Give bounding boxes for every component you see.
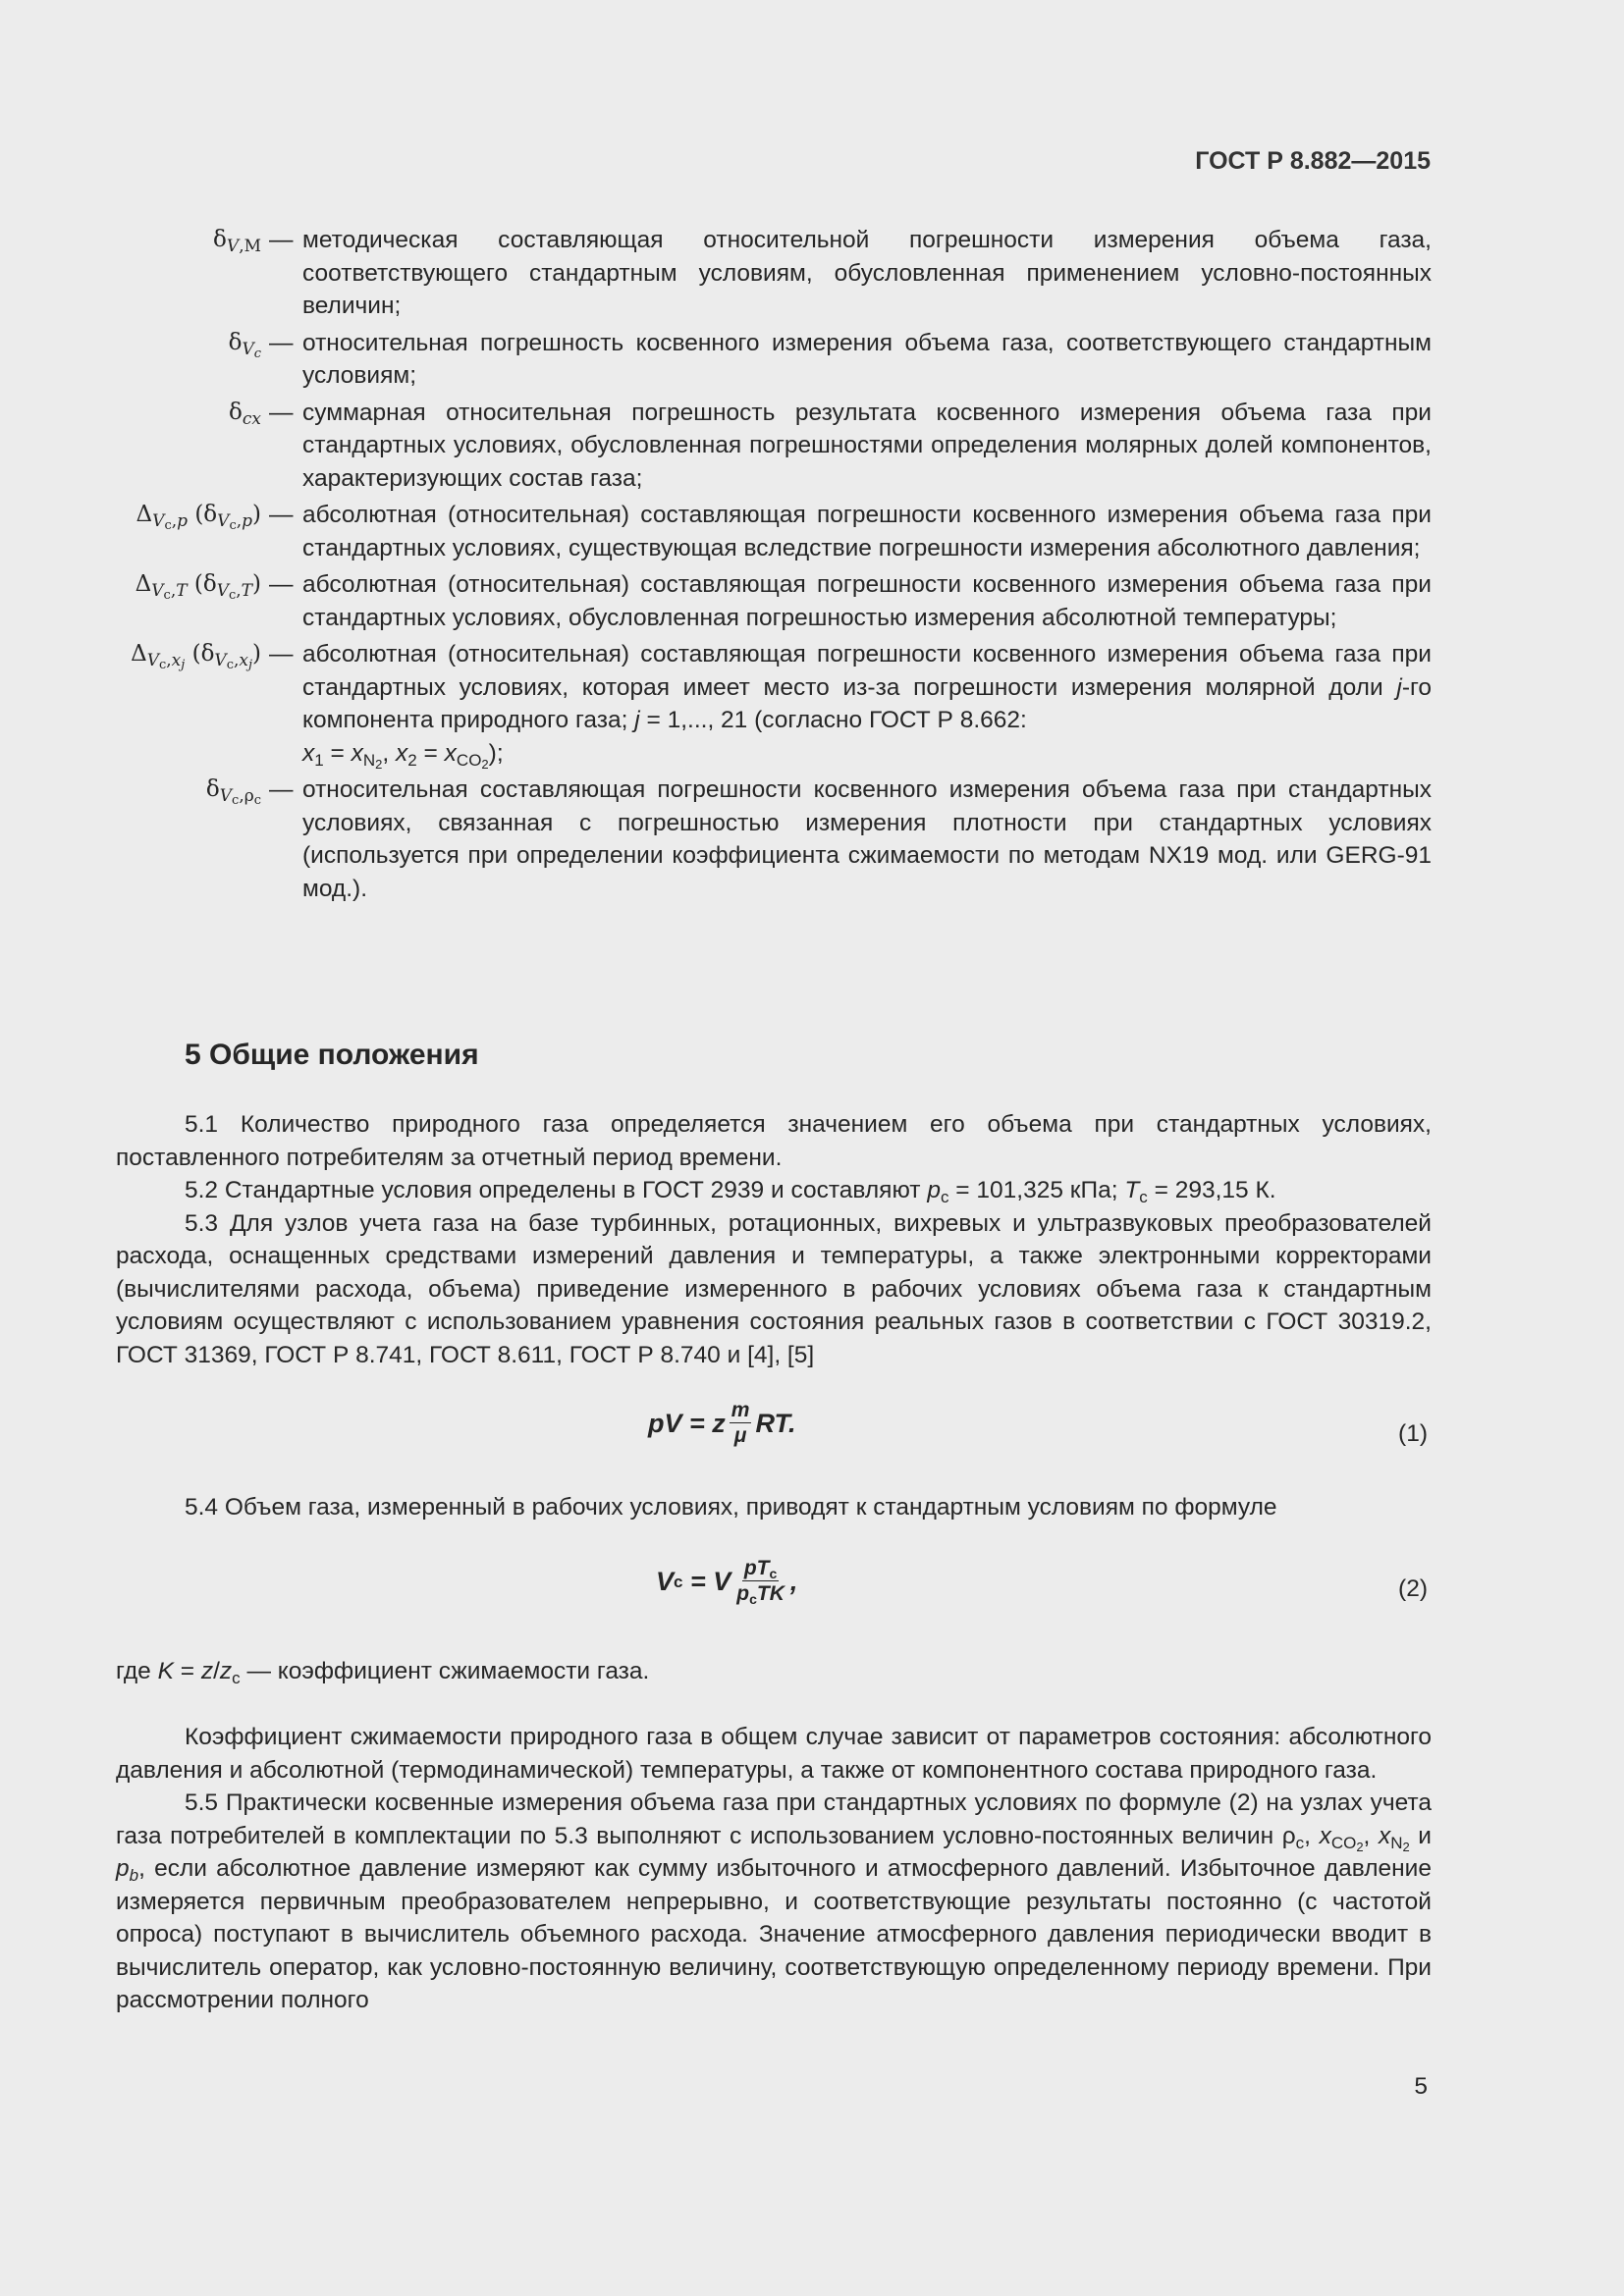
paragraph-5-4-block bbox=[116, 1491, 1432, 1524]
definition-item: $\Delta_{V_с,x_j}$ $(\delta_{V_с,x_j})$ — абсолютная (относительная) составляющая погрешности косвенного измерения объема газа при стандартных условиях, которая имеет место из-за погрешности измерения молярной доли j-го компонента природного газа; j = 1,..., 21 (согласно ГОСТ Р 8.662: $x_1 = x_{N_2}$, $x_2 = x_{CO_2}$); bbox=[116, 638, 1432, 770]
definition-item: $\delta_{V_с,\rho_с}$ — относительная составляющая погрешности косвенного измерения объема газа при стандартных условиях, связанная с погрешностью измерения плотности при стандартных условиях (используется при определении коэффициента сжимаемости по методам NX19 мод. или GERG-91 мод.). bbox=[116, 774, 1432, 905]
equation-2: V c = V $\frac{pT_c}{p_cTK}$ , bbox=[656, 1557, 798, 1607]
standard-code: ГОСТ Р 8.882—2015 bbox=[1195, 147, 1431, 175]
paragraph-5-5: 5.5 Практически косвенные измерения объема газа при стандартных условиях по формуле (2) на узлах учета газа потребителей в комплектации по 5.3 выполняют с использованием условно-постоянных величин $\rho_с$, $x_{CO_2}$, $x_{N_2}$ и $p_b$, если абсолютное давление измеряют как сумму избыточного и атмосферного давлений. Избыточное давление измеряется первичным преобразователем непрерывно, и соответствующие результаты постоянно (с частотой опроса) поступают в вычислитель объемного расхода. Значение атмосферного давления периодически вводит в вычислитель оператор, как условно-постоянную величину, соответствующую определенному периоду времени. При рассмотрении полного bbox=[116, 1789, 1432, 2013]
symbol: $\Delta_{V_с,p}$ $(\delta_{V_с,p})$ bbox=[135, 502, 261, 533]
equation-1-number: (1) bbox=[1398, 1420, 1428, 1447]
definition-item: $\Delta_{V_с,p}$ $(\delta_{V_с,p})$ — абсолютная (относительная) составляющая погрешности косвенного измерения объема газа при стандартных условиях, существующая вследствие погрешности измерения абсолютного давления; bbox=[116, 499, 1432, 564]
section-title: 5 Общие положения bbox=[185, 1039, 479, 1071]
symbol: $\Delta_{V_с,T}$ $(\delta_{V_с,T})$ bbox=[135, 571, 261, 603]
paragraph-5-1: 5.1 Количество природного газа определяется значением его объема при стандартных условиях, поставленного потребителям за отчетный период времени. bbox=[116, 1111, 1432, 1171]
definition-item: $\Delta_{V_с,T}$ $(\delta_{V_с,T})$ — абсолютная (относительная) составляющая погрешности косвенного измерения объема газа при стандартных условиях, обусловленная погрешностью измерения абсолютной температуры; bbox=[116, 568, 1432, 634]
symbol: $\delta_{V_c}$ bbox=[228, 329, 261, 361]
symbol: $\Delta_{V_с,x_j}$ $(\delta_{V_с,x_j})$ bbox=[131, 641, 261, 672]
symbol: $\delta_{cx}$ bbox=[229, 399, 261, 429]
paragraphs-block-2 bbox=[116, 1721, 1432, 2017]
definitions-list bbox=[116, 224, 1432, 909]
definition-item: $\delta_{V,М}$ — методическая составляющая относительной погрешности измерения объема газа, соответствующего стандартным условиям, обусловленная применением условно-постоянных величин; bbox=[116, 224, 1432, 323]
paragraph-5-4: 5.4 Объем газа, измеренный в рабочих условиях, приводят к стандартным условиям по формуле bbox=[185, 1494, 1277, 1521]
paragraph-5-3: 5.3 Для узлов учета газа на базе турбинных, ротационных, вихревых и ультразвуковых преобразователей расхода, оснащенных средствами измерений давления и температуры, а также электронными корректорами (вычислителями расхода, объема) приведение измеренного в рабочих условиях объема газа к стандартным условиям осуществляют с использованием уравнения состояния реальных газов в соответствии с ГОСТ 30319.2, ГОСТ 31369, ГОСТ Р 8.741, ГОСТ 8.611, ГОСТ Р 8.740 и [4], [5] bbox=[116, 1209, 1432, 1368]
paragraphs-block-1 bbox=[116, 1108, 1432, 1371]
definition-item: $\delta_{cx}$ — суммарная относительная погрешность результата косвенного измерения объема газа при стандартных условиях, обусловленная погрешностями определения молярных долей компонентов, характеризующих состав газа; bbox=[116, 397, 1432, 496]
symbol: $\delta_{V_с,\rho_с}$ bbox=[205, 776, 261, 808]
paragraph-5-2: 5.2 Стандартные условия определены в ГОСТ 2939 и составляют $p_с = 101,325$ кПа; $T_с = 293,15$ К. bbox=[185, 1177, 1276, 1206]
equation-2-number: (2) bbox=[1398, 1575, 1428, 1602]
page-number: 5 bbox=[1414, 2073, 1428, 2100]
symbol: $\delta_{V,М}$ bbox=[213, 227, 261, 256]
paragraph-compressibility: Коэффициент сжимаемости природного газа в общем случае зависит от параметров состояния: абсолютного давления и абсолютной (термодинамической) температуры, а также от компонентного состава природного газа. bbox=[116, 1724, 1432, 1784]
definition-item: $\delta_{V_c}$ — относительная погрешность косвенного измерения объема газа, соответствующего стандартным условиям; bbox=[116, 327, 1432, 393]
equation-1: pV = z $\frac{m}{\mu}$ RT. bbox=[648, 1399, 796, 1447]
where-clause: где $K = z/z_с$ — коэффициент сжимаемости газа. bbox=[116, 1658, 650, 1687]
